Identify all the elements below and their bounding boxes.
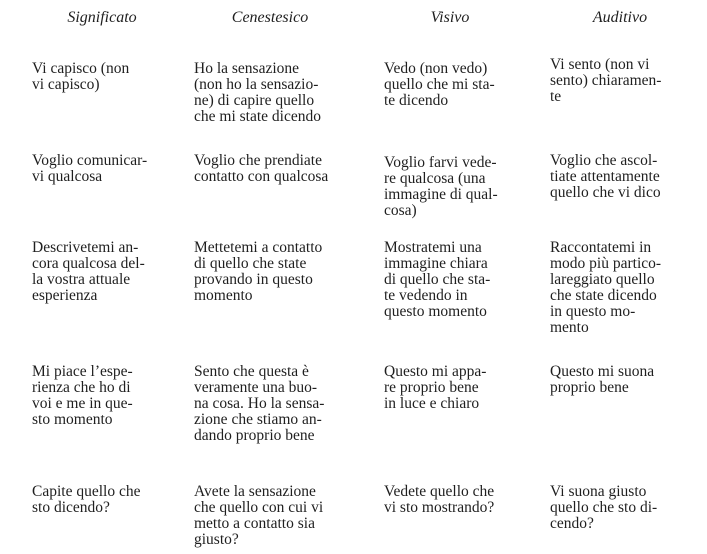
cell-visivo: Mostratemi una immagine chiara di quello che sta- te vedendo in questo momento bbox=[384, 239, 491, 320]
cell-significato: Descrivetemi an- cora qualcosa del- la vostra attuale esperienza bbox=[32, 239, 145, 304]
cell-auditivo: Vi suona giusto quello che sto di- cendo? bbox=[550, 483, 658, 532]
cell-cenestesico: Ho la sensazione (non ho la sensazio- ne) di capire quello che mi state dicendo bbox=[194, 60, 321, 125]
header-visivo: Visivo bbox=[430, 9, 470, 26]
header-cenestesico: Cenestesico bbox=[231, 9, 309, 26]
header-auditivo: Auditivo bbox=[592, 9, 648, 26]
cell-cenestesico: Mettetemi a contatto di quello che state provando in questo momento bbox=[194, 239, 323, 304]
cell-visivo: Questo mi appa- re proprio bene in luce e chiaro bbox=[384, 363, 487, 412]
header-significato: Significato bbox=[67, 9, 137, 26]
cell-visivo: Voglio farvi vede- re qualcosa (una immagine di qual- cosa) bbox=[384, 154, 498, 219]
cell-cenestesico: Avete la sensazione che quello con cui vi metto a contatto sia giusto? bbox=[194, 483, 324, 548]
cell-auditivo: Vi sento (non vi sento) chiaramen- te bbox=[550, 56, 662, 105]
cell-significato: Voglio comunicar- vi qualcosa bbox=[32, 152, 148, 185]
cell-visivo: Vedete quello che vi sto mostrando? bbox=[384, 483, 495, 516]
cell-auditivo: Voglio che ascol- tiate attentamente quello che vi dico bbox=[550, 152, 661, 201]
cell-significato: Vi capisco (non vi capisco) bbox=[32, 60, 130, 93]
cell-significato: Capite quello che sto dicendo? bbox=[32, 483, 141, 516]
cell-cenestesico: Sento che questa è veramente una buo- na cosa. Ho la sensa- zione che stiamo an- dando proprio bene bbox=[194, 363, 325, 444]
cell-significato: Mi piace l’espe- rienza che ho di voi e me in que- sto momento bbox=[32, 363, 133, 428]
cell-auditivo: Raccontatemi in modo più partico- lareggiato quello che state dicendo in questo mo- mento bbox=[550, 239, 662, 336]
cell-visivo: Vedo (non vedo) quello che mi sta- te dicendo bbox=[384, 60, 495, 109]
cell-cenestesico: Voglio che prendiate contatto con qualcosa bbox=[194, 152, 329, 185]
cell-auditivo: Questo mi suona proprio bene bbox=[550, 363, 655, 396]
